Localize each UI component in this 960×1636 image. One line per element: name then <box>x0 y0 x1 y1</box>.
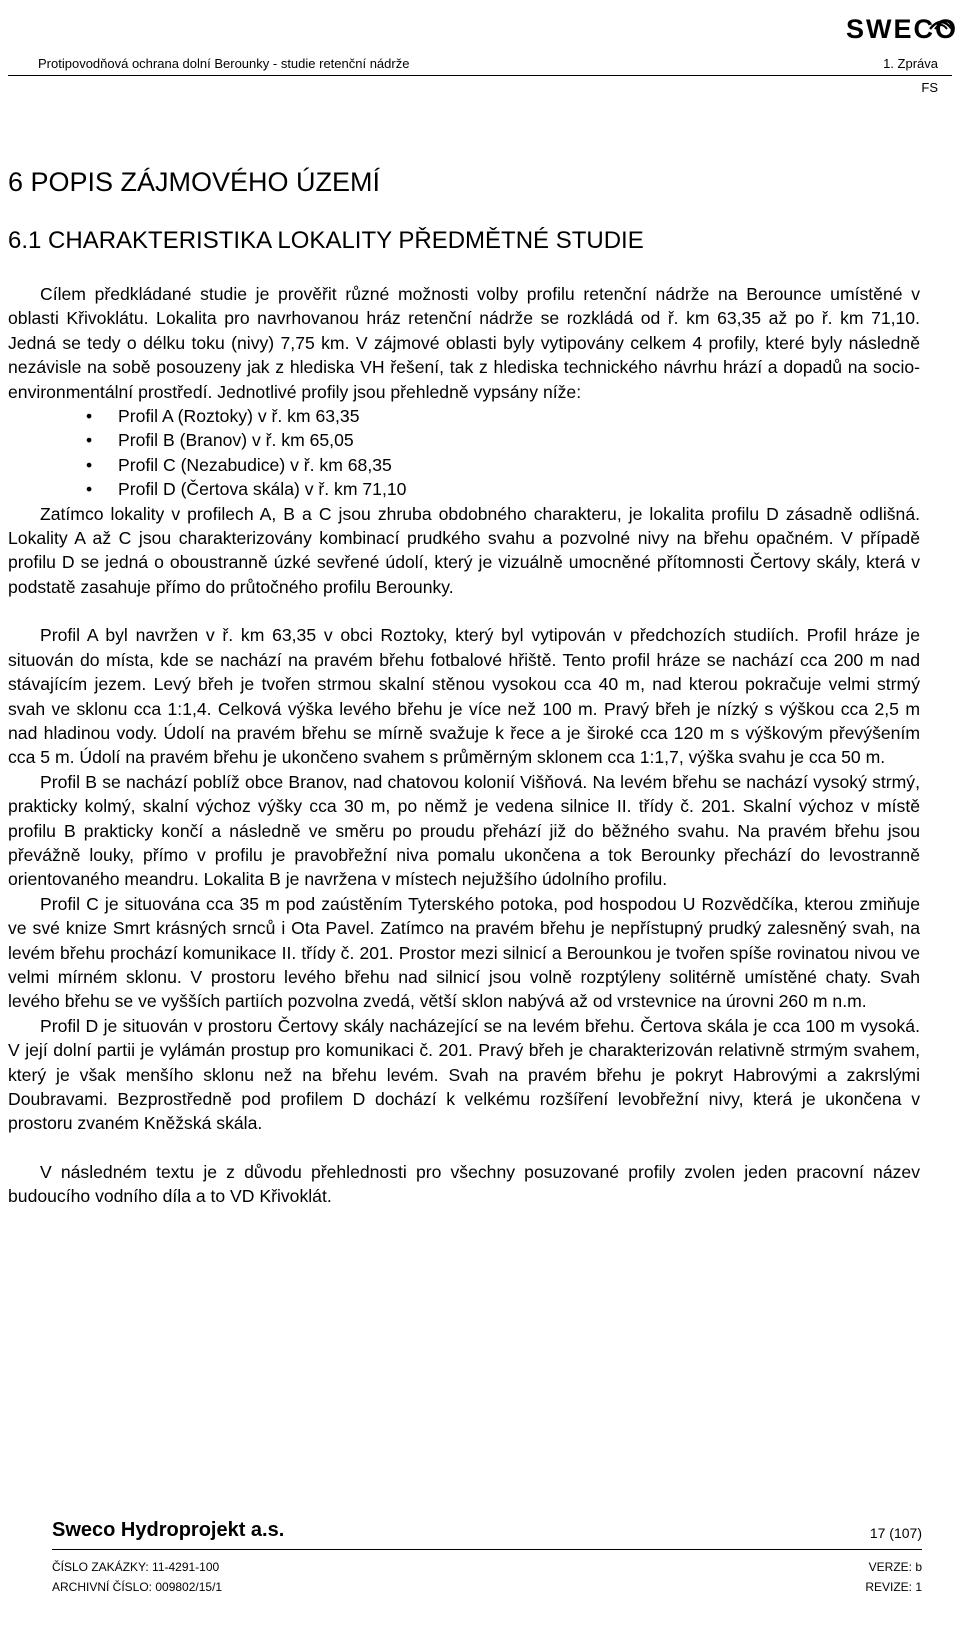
bullet-icon: • <box>86 479 93 500</box>
paragraph-profile-b: Profil B se nachází poblíž obce Branov, nad chatovou kolonií Višňová. Na levém břehu se nachází vysoký strmý, prakticky kolmý, skalní výchoz výšky cca 30 m, po němž je vedena silnice II. třídy č. 201. Skalní výchoz v místě profilu B prakticky končí a následně ve směru po proudu přehází již do běžného svahu. Na pravém břehu jsou převážně louky, přímo v profilu je pravobřežní niva pomalu ukončena a tok Berounky přechází do levostranně orientovaného meandru. Lokalita B je navržena v místech nejužšího údolního profilu. <box>8 771 920 890</box>
footer-version: VERZE: b <box>868 1560 922 1574</box>
list-item: • Profil A (Roztoky) v ř. km 63,35 <box>8 404 920 428</box>
footer-order-number: ČÍSLO ZAKÁZKY: 11-4291-100 <box>52 1560 220 1574</box>
section-heading: 6 POPIS ZÁJMOVÉHO ÚZEMÍ <box>8 167 381 197</box>
paragraph-profile-c: Profil C je situována cca 35 m pod zaústěním Tyterského potoka, pod hospodou U Rozvědčíka, kterou zmiňuje ve své knize Smrt krásných srnců i Ota Pavel. Zatímco na pravém břehu je nepřístupný prudký zalesněný svah, na levém břehu prochází komunikace II. třídy č. 201. Prostor mezi silnicí a Berounkou je tvořen spíše rovinatou nivou ve velmi mírném sklonu. V prostoru levého břehu nad silnicí jsou volně rozptýleny solitérně umístěné chaty. Svah levého břehu se ve vyšších partiích pozvolna zvedá, větší sklon nabývá až od vrstevnice na úrovni 260 m n.m. <box>8 893 920 1012</box>
paragraph-profile-d: Profil D je situován v prostoru Čertovy skály nacházející se na levém břehu. Čertova skála je cca 100 m vysoká. V její dolní partii je vylámán prostup pro komunikaci č. 201. Pravý břeh je charakterizován relativně strmým svahem, který je však menšího sklonu než na břehu levém. Svah na pravém břehu je pokryt Habrovými a zakrslými Doubravami. Bezprostředně pod profilem D dochází k velkému rozšíření levobřežní nivy, která je ukončena v prostoru zvaném Kněžská skála. <box>8 1015 920 1134</box>
logo-mark-icon <box>928 18 954 30</box>
profile-list <box>8 404 920 502</box>
sweco-logo <box>846 14 958 44</box>
body-text <box>8 282 920 1209</box>
bullet-icon: • <box>86 406 93 427</box>
list-item: • Profil B (Branov) v ř. km 65,05 <box>8 428 920 452</box>
subsection-heading: 6.1 CHARAKTERISTIKA LOKALITY PŘEDMĚTNÉ STUDIE <box>8 227 644 254</box>
bullet-icon: • <box>86 430 93 451</box>
paragraph-profile-a: Profil A byl navržen v ř. km 63,35 v obci Roztoky, který byl vytipován v předchozích studiích. Profil hráze je situován do místa, kde se nachází na pravém břehu fotbalové hřiště. Tento profil hráze se nachází cca 200 m nad stávajícím jezem. Levý břeh je tvořen strmou skalní stěnou vysokou cca 40 m, nad kterou pokračuje velmi strmý svah ve sklonu cca 1:1,4. Celková výška levého břehu je více než 100 m. Pravý břeh je nízký s výškou cca 2,5 m nad hladinou vody. Údolí na pravém břehu se mírně svažuje k řece a je široké cca 120 m s výškovým převýšením cca 5 m. Údolí na pravém břehu je ukončeno svahem s průměrným sklonem cca 1:1,7, výška svahu je cca 50 m. <box>8 625 920 768</box>
header-report-label: 1. Zpráva <box>883 56 938 71</box>
paragraph-closing: V následném textu je z důvodu přehlednosti pro všechny posuzované profily zvolen jeden pracovní název budoucího vodního díla a to VD Křivoklát. <box>8 1161 920 1207</box>
footer-revision: REVIZE: 1 <box>865 1580 922 1594</box>
footer-company: Sweco Hydroprojekt a.s. <box>52 1519 285 1541</box>
footer-archive-number: ARCHIVNÍ ČÍSLO: 009802/15/1 <box>52 1580 223 1594</box>
paragraph-gap <box>8 599 920 623</box>
paragraph-comparison: Zatímco lokality v profilech A, B a C jsou zhruba obdobného charakteru, je lokalita profilu D zásadně odlišná. Lokality A až C jsou charakterizovány kombinací prudkého svahu a pozvolné nivy na břehu opačném. V případě profilu D se jedná o oboustranně úzké sevřené údolí, který je vizuálně umocněné přítomnosti Čertovy skály, která v podstatě zasahuje přímo do průtočného profilu Berounky. <box>8 503 920 597</box>
header-divider <box>8 75 952 76</box>
list-item: • Profil C (Nezabudice) v ř. km 68,35 <box>8 453 920 477</box>
logo-text: SWECO <box>845 14 958 44</box>
header-sub-label: FS <box>921 80 938 95</box>
footer-divider <box>52 1549 922 1550</box>
paragraph-gap <box>8 1136 920 1160</box>
footer-page-number: 17 (107) <box>869 1525 922 1541</box>
paragraph-intro: Cílem předkládané studie je prověřit různé možnosti volby profilu retenční nádrže na Berounce umístěné v oblasti Křivoklátu. Lokalita pro navrhovanou hráz retenční nádrže se rozkládá od ř. km 63,35 až po ř. km 71,10. Jedná se tedy o délku toku (nivy) 7,75 km. V zájmové oblasti byly vytipovány celkem 4 profily, které byly následně nezávisle na sobě posouzeny jak z hlediska VH řešení, tak z hlediska technického návrhu hrází a dopadů na socio-environmentální prostředí. Jednotlivé profily jsou přehledně vypsány níže: <box>8 284 920 402</box>
list-item: • Profil D (Čertova skála) v ř. km 71,10 <box>8 477 920 501</box>
bullet-icon: • <box>86 454 93 475</box>
header-document-title: Protipovodňová ochrana dolní Berounky - studie retenční nádrže <box>38 56 410 71</box>
